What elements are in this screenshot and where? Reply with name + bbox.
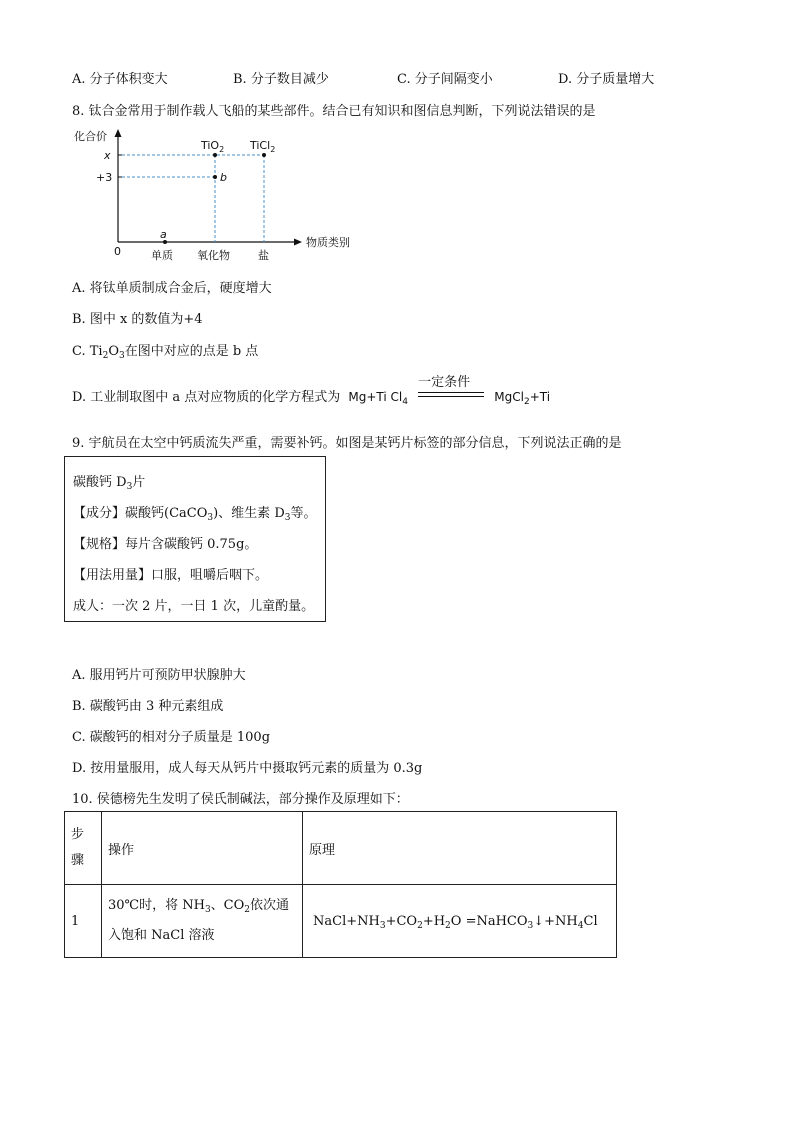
q10-stem: 10. 侯德榜先生发明了侯氏制碱法，部分操作及原理如下：: [72, 792, 409, 807]
label-spec: 【规格】每片含碳酸钙 0.75g。: [73, 537, 258, 552]
point-tio2: [213, 153, 217, 157]
process-table: [64, 811, 617, 958]
header-step: 步 骤: [65, 812, 102, 885]
q9-option-c: C. 碳酸钙的相对分子质量是 100g: [72, 730, 271, 745]
row1-operation: 30℃时，将 $NH_3$、$CO_2$依次通 入饱和 NaCl 溶液: [102, 885, 303, 958]
q8-option-d: D. 工业制取图中 a 点对应物质的化学方程式为 Mg+Ti $Cl_4$ 一定条件 MgCl$_2$+Ti: [72, 374, 551, 407]
y-tick-x: x: [104, 149, 111, 162]
label-dosage: 成人：一次 2 片，一日 1 次，儿童酌量。: [73, 599, 315, 614]
q9-option-a: A. 服用钙片可预防甲状腺肿大: [72, 668, 246, 683]
q7-option-b: B. 分子数目减少: [233, 72, 329, 87]
point-label-ticl2: TiCl$_2$: [250, 139, 276, 154]
q7-option-d: D. 分子质量增大: [558, 72, 655, 87]
q9-option-b: B. 碳酸钙由 3 种元素组成: [72, 699, 224, 714]
x-axis-arrow: [294, 239, 302, 246]
origin-label: 0: [114, 245, 121, 258]
x-category-elemental: 单质: [151, 249, 173, 262]
point-b: [213, 175, 217, 179]
x-category-salt: 盐: [258, 249, 269, 262]
valence-chart: [64, 124, 364, 269]
q8-eq-left: Mg+Ti $Cl_4$: [348, 390, 408, 407]
point-label-b: b: [220, 171, 227, 184]
row1-step: 1: [65, 885, 102, 958]
header-principle: 原理: [303, 812, 617, 885]
q9-option-d: D. 按用量服用，成人每天从钙片中摄取钙元素的质量为 0.3g: [72, 761, 423, 776]
q8-stem: 8. 钛合金常用于制作载人飞船的某些部件。结合已有知识和图信息判断，下列说法错误的是: [72, 104, 596, 119]
q8-eq-right: MgCl$_2$+Ti: [494, 390, 551, 407]
calcium-tablet-label: [64, 456, 326, 622]
label-title: 碳酸钙 $D_3$片: [73, 475, 146, 492]
y-tick-plus3: +3: [96, 171, 113, 184]
table-row: [65, 885, 617, 958]
row1-principle-equation: $NaCl+NH_3+CO_2+H_2O$ $=NaHCO_3↓+NH_4Cl$: [303, 885, 617, 958]
q8-eq-condition-arrow: 一定条件: [418, 388, 484, 408]
y-axis-label: 化合价: [74, 130, 107, 143]
point-label-a: a: [160, 228, 167, 241]
q7-option-c: C. 分子间隔变小: [397, 72, 493, 87]
table-header-row: [65, 812, 617, 885]
q8-option-b: B. 图中 x 的数值为+4: [72, 312, 203, 327]
label-usage: 【用法用量】口服，咀嚼后咽下。: [73, 568, 269, 583]
q7-option-a: A. 分子体积变大: [72, 72, 168, 87]
x-axis-label: 物质类别: [306, 236, 350, 249]
y-axis-arrow: [115, 129, 122, 137]
label-ingredients: 【成分】碳酸钙(CaCO$_3$)、维生素 $D_3$等。: [73, 506, 317, 523]
header-operation: 操作: [102, 812, 303, 885]
x-category-oxide: 氧化物: [197, 249, 230, 262]
point-ticl2: [262, 153, 266, 157]
q8-option-c: C. $Ti_2O_3$在图中对应的点是 b 点: [72, 344, 259, 361]
point-label-tio2: TiO$_2$: [201, 139, 225, 154]
q8-option-a: A. 将钛单质制成合金后，硬度增大: [72, 281, 272, 296]
q9-stem: 9. 宇航员在太空中钙质流失严重，需要补钙。如图是某钙片标签的部分信息，下列说法正确的是: [72, 436, 622, 451]
